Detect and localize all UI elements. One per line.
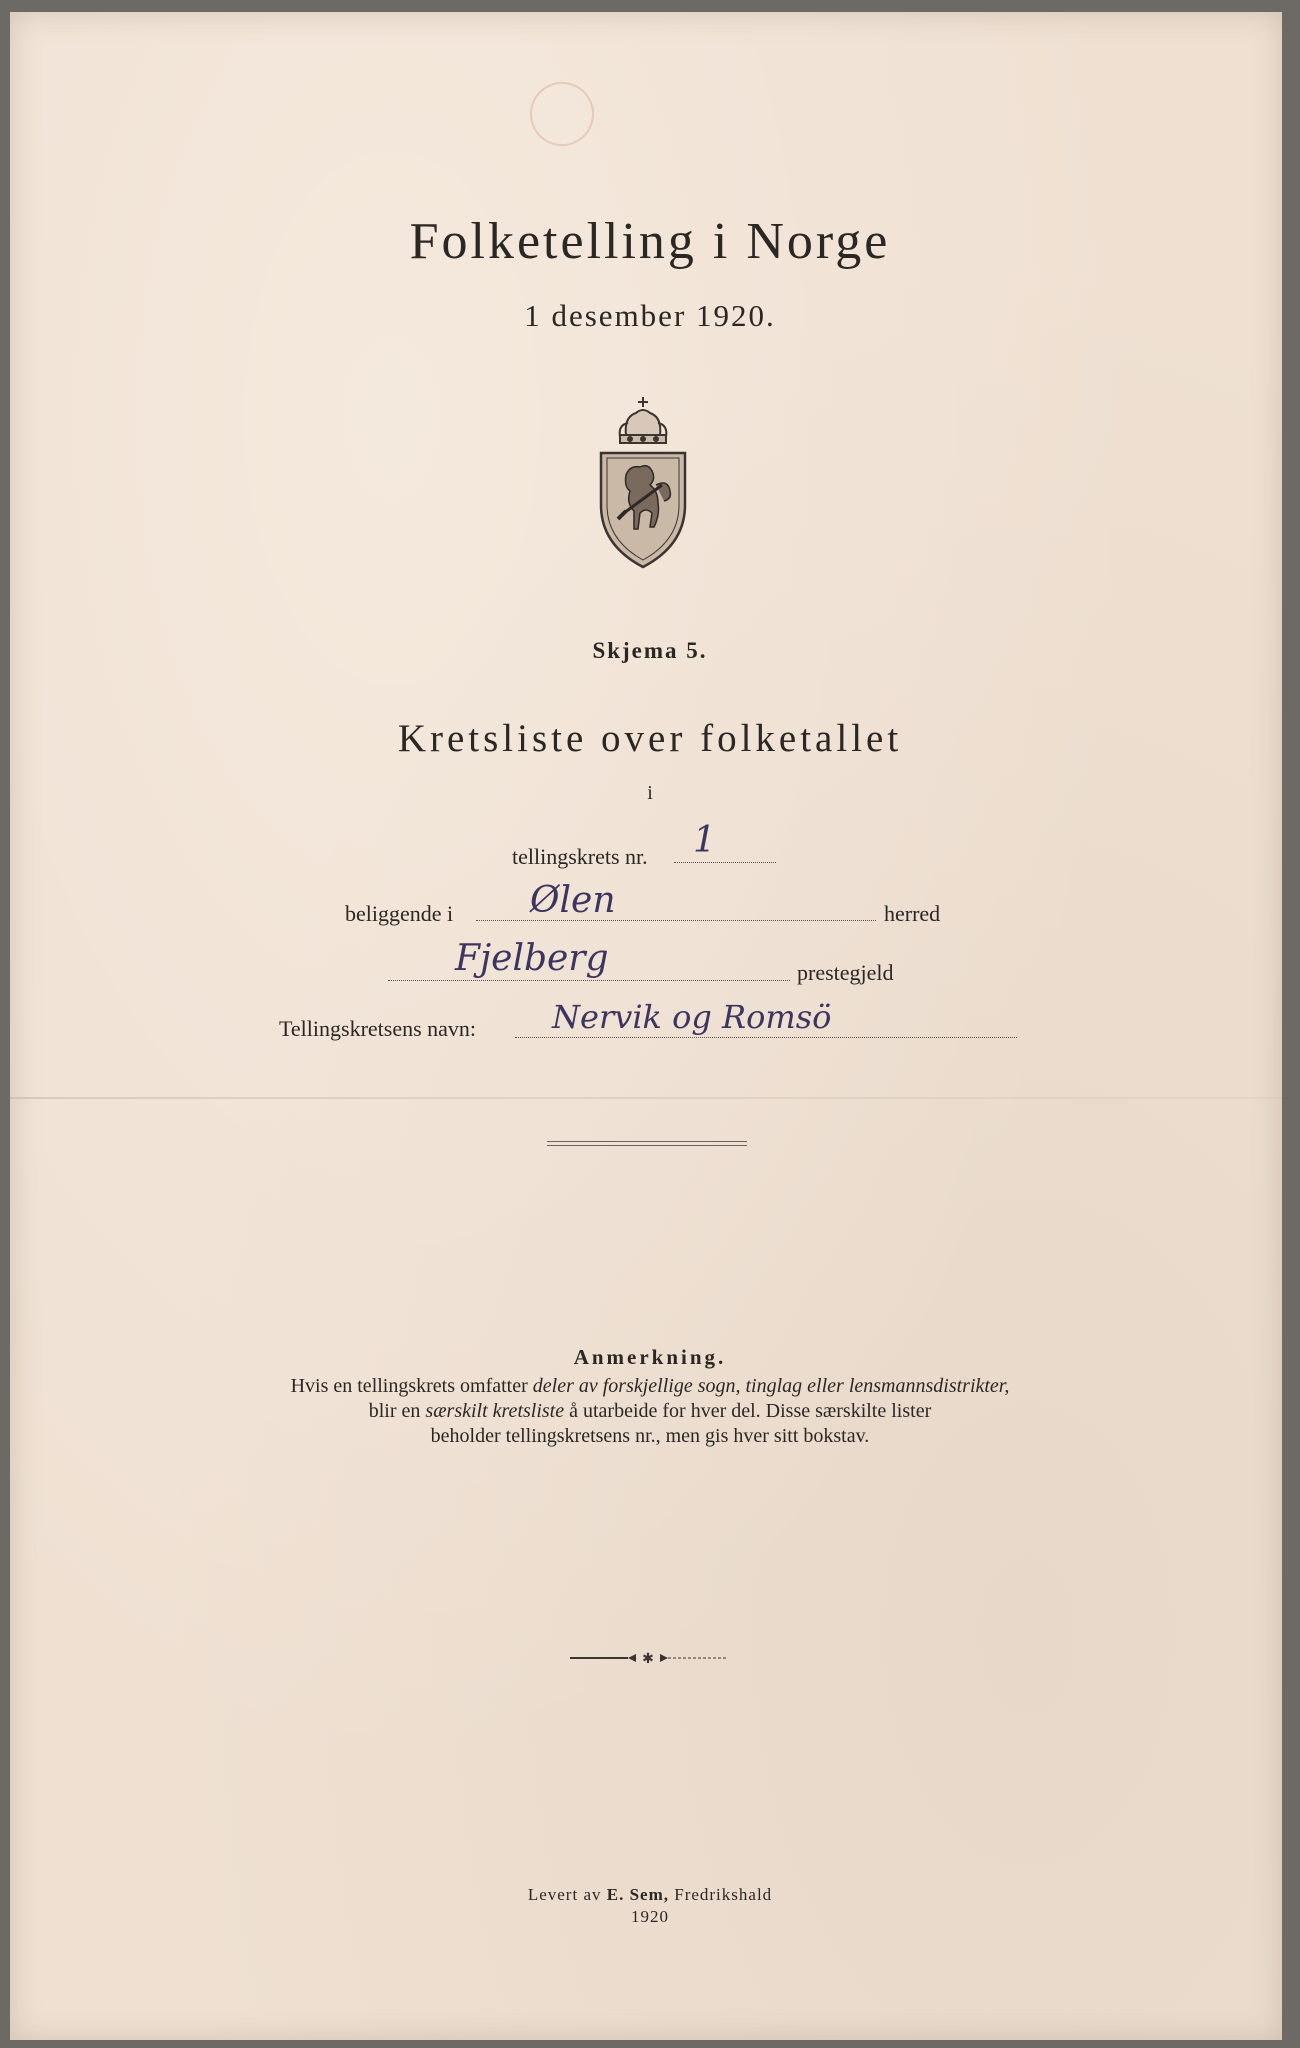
note-line-1-italic: deler av forskjellige sogn, tinglag eller lensmannsdistrikter, bbox=[532, 1375, 1010, 1397]
preposition: i bbox=[647, 782, 653, 804]
norwegian-coat-of-arms-icon bbox=[596, 395, 690, 570]
schema-number: Skjema 5. bbox=[592, 638, 708, 663]
located-value: Ølen bbox=[530, 880, 616, 921]
printer-place: Fredrikshald bbox=[668, 1885, 773, 1904]
parish-label: prestegjeld bbox=[797, 960, 894, 985]
printer-name: E. Sem, bbox=[606, 1885, 669, 1904]
printer-year: 1920 bbox=[631, 1907, 669, 1926]
note-heading: Anmerkning. bbox=[573, 1345, 727, 1369]
district-number-value: 1 bbox=[693, 820, 716, 861]
divider-line-bottom bbox=[547, 1145, 747, 1146]
note-line-2 bbox=[0, 1399, 1300, 1424]
paper-fold bbox=[10, 1097, 1282, 1099]
printer-prefix: Levert av bbox=[527, 1885, 607, 1904]
note-line-1-text: Hvis en tellingskrets omfatter bbox=[290, 1375, 533, 1397]
district-number-field[interactable] bbox=[674, 862, 776, 863]
note-line-1 bbox=[0, 1374, 1300, 1399]
district-name-label: Tellingskretsens navn: bbox=[279, 1016, 477, 1041]
note-line-3: beholder tellingskretsens nr., men gis hver sitt bokstav. bbox=[430, 1425, 870, 1447]
district-name-value: Nervik og Romsö bbox=[552, 998, 832, 1036]
parish-field[interactable] bbox=[388, 980, 790, 981]
paper-stain bbox=[523, 75, 601, 153]
herred-label: herred bbox=[884, 901, 941, 926]
ornament-divider-icon bbox=[568, 1650, 728, 1666]
district-name-field[interactable] bbox=[515, 1037, 1017, 1038]
note-line-2-end: å utarbeide for hver del. Disse særskilte lister bbox=[564, 1400, 932, 1422]
printer-credit bbox=[0, 1885, 1300, 1905]
note-line-2-text: blir en bbox=[368, 1400, 426, 1422]
district-number-label: tellingskrets nr. bbox=[512, 844, 648, 869]
document-subtitle: Kretsliste over folketallet bbox=[397, 717, 903, 760]
document-date: 1 desember 1920. bbox=[524, 298, 776, 333]
located-label: beliggende i bbox=[345, 901, 454, 926]
svg-text:✱: ✱ bbox=[642, 1651, 654, 1666]
document-title: Folketelling i Norge bbox=[409, 213, 891, 270]
divider-line-top bbox=[547, 1141, 747, 1142]
note-line-2-italic: særskilt kretsliste bbox=[425, 1400, 565, 1422]
parish-value: Fjelberg bbox=[455, 938, 609, 979]
